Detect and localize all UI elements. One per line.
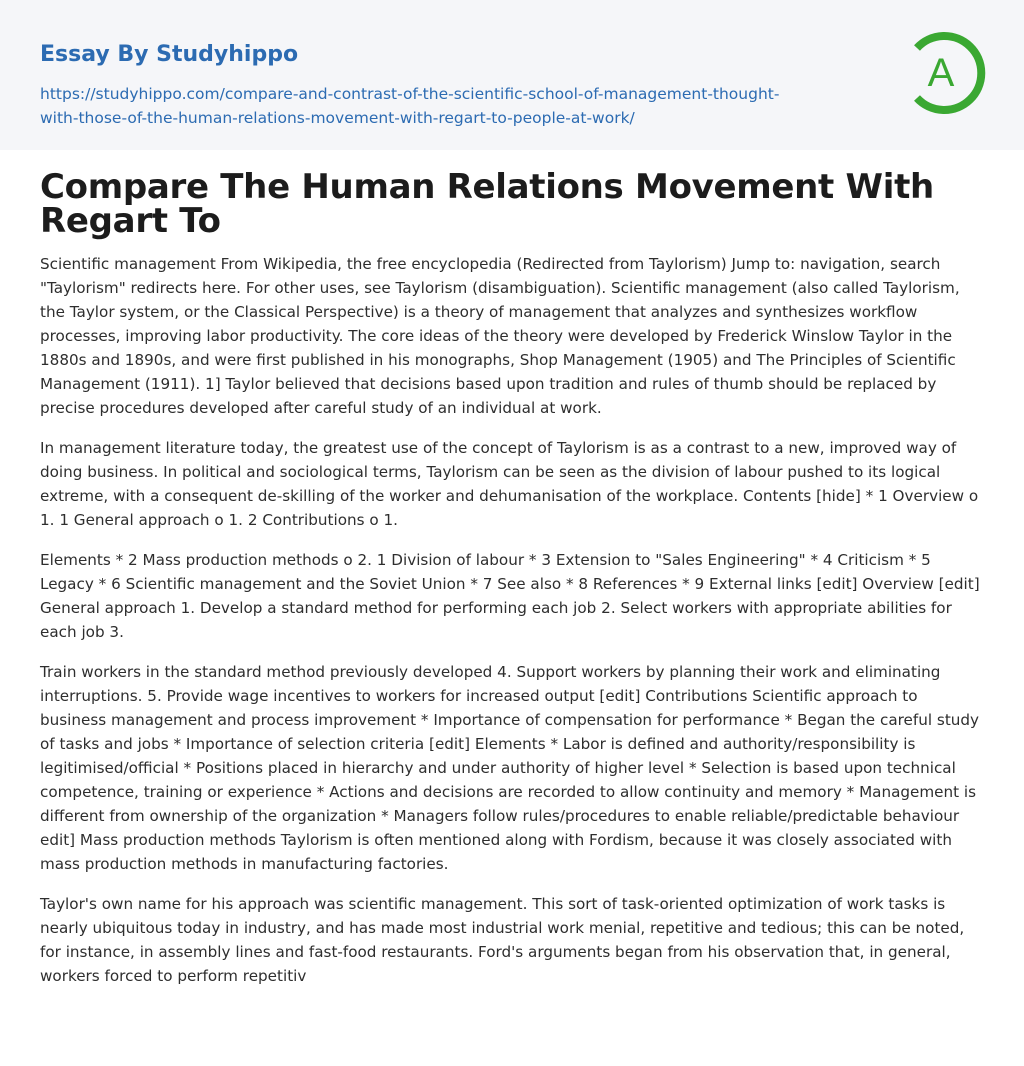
article-body bbox=[0, 150, 1024, 988]
site-header bbox=[0, 0, 1024, 150]
essay-url-link[interactable]: https://studyhippo.com/compare-and-contrast-of-the-scientific-school-of-management-thought-with-those-of-the-human-relations-movement-with-regart-to-people-at-work/ bbox=[40, 85, 780, 127]
logo-letter: A bbox=[927, 51, 955, 95]
article-paragraph: Train workers in the standard method previously developed 4. Support workers by planning their work and eliminating interruptions. 5. Provide wage incentives to workers for increased output [edit] Contributions Scientific approach to business management and process improvement * Importance of compensation for performance * Began the careful study of tasks and jobs * Importance of selection criteria [edit] Elements * Labor is defined and authority/responsibility is legitimised/official * Positions placed in hierarchy and under authority of higher level * Selection is based upon technical competence, training or experience * Actions and decisions are recorded to allow continuity and memory * Management is different from ownership of the organization * Managers follow rules/procedures to enable reliable/predictable behaviour edit] Mass production methods Taylorism is often mentioned along with Fordism, because it was closely associated with mass production methods in manufacturing factories. bbox=[40, 663, 980, 873]
page-title: Compare The Human Relations Movement With Regart To bbox=[40, 167, 934, 241]
article-paragraph: In management literature today, the greatest use of the concept of Taylorism is as a contrast to a new, improved way of doing business. In political and sociological terms, Taylorism can be seen as the division of labour pushed to its logical extreme, with a consequent de-skilling of the worker and dehumanisation of the workplace. Contents [hide] * 1 Overview o 1. 1 General approach o 1. 2 Contributions o 1. bbox=[40, 439, 979, 529]
site-title: Essay By Studyhippo bbox=[40, 42, 299, 67]
article-paragraph: Taylor's own name for his approach was scientific management. This sort of task-oriented optimization of work tasks is nearly ubiquitous today in industry, and has made most industrial work menial, repetitive and tedious; this can be noted, for instance, in assembly lines and fast-food restaurants. Ford's arguments began from his observation that, in general, workers forced to perform repetitiv bbox=[40, 895, 965, 985]
article-paragraph: Scientific management From Wikipedia, the free encyclopedia (Redirected from Taylorism) Jump to: navigation, search "Taylorism" redirects here. For other uses, see Taylorism (disambiguation). Scientific management (also called Taylorism, the Taylor system, or the Classical Perspective) is a theory of management that analyzes and synthesizes workflow processes, improving labor productivity. The core ideas of the theory were developed by Frederick Winslow Taylor in the 1880s and 1890s, and were first published in his monographs, Shop Management (1905) and The Principles of Scientific Management (1911). 1] Taylor believed that decisions based upon tradition and rules of thumb should be replaced by precise procedures developed after careful study of an individual at work. bbox=[40, 255, 960, 417]
logo-a-circle-icon[interactable] bbox=[900, 30, 986, 116]
article-paragraph: Elements * 2 Mass production methods o 2. 1 Division of labour * 3 Extension to "Sales Engineering" * 4 Criticism * 5 Legacy * 6 Scientific management and the Soviet Union * 7 See also * 8 References * 9 External links [edit] Overview [edit] General approach 1. Develop a standard method for performing each job 2. Select workers with appropriate abilities for each job 3. bbox=[40, 551, 980, 641]
